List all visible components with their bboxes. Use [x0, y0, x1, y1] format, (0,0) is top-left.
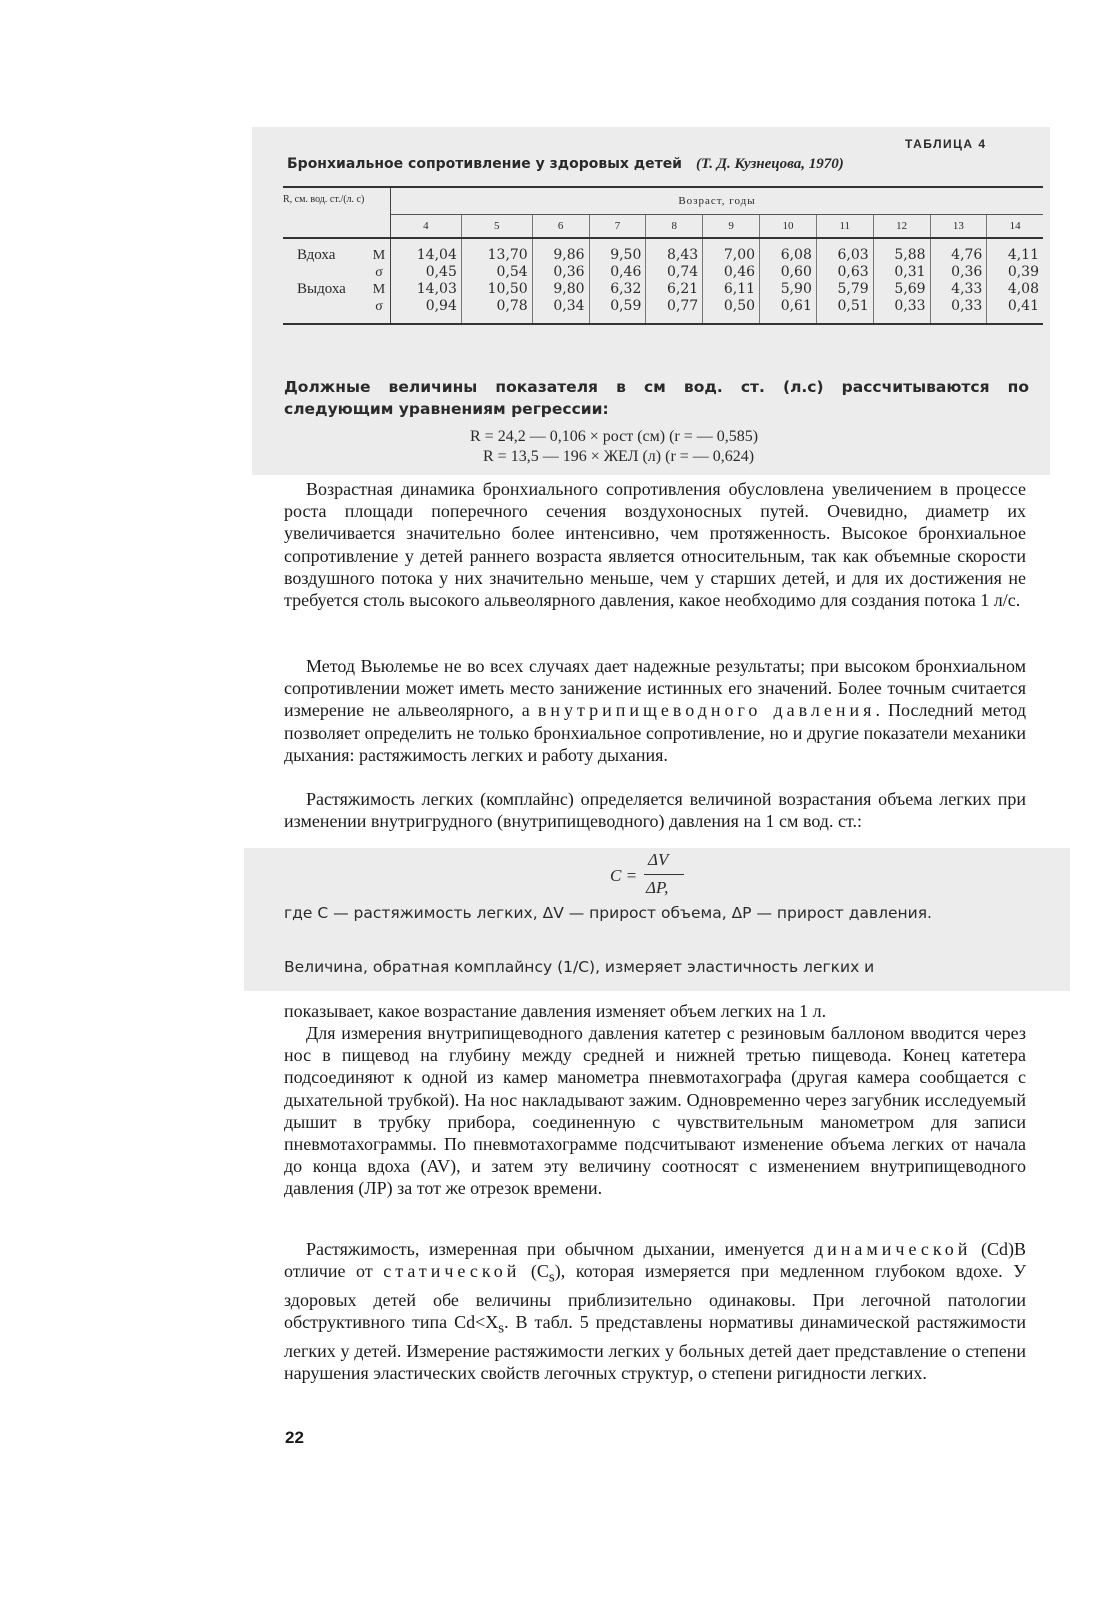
age-col-header: 8 — [646, 215, 703, 239]
table-cell: 4,08 — [987, 281, 1043, 298]
table-row — [283, 281, 1043, 298]
table-cell: 0,60 — [760, 264, 817, 281]
paragraph-inverse-cont: показывает, какое возрастание давления изменяет объем легких на 1 л. — [284, 1001, 827, 1021]
table-cell: 0,31 — [873, 264, 930, 281]
compliance-formula — [608, 850, 738, 902]
table-cell: 9,86 — [532, 238, 589, 264]
paragraph-measurement: Для измерения внутрипищеводного давления катетер с резиновым баллоном вводится через нос в пищевод на глубину между средней и нижней третью пищевода. Конец катетера подсоединяют к одной из камер манометра пневмотахографа (другая камера сообщается с дыхательной трубкой). На нос накладывают зажим. Одновременно через загубник исследуемый дышит в трубку прибора, соединенную с чувствительным манометром для записи пневмотахограммы. По пневмотахограмме подсчитывают изменение объема легких от начала до конца вдоха (AV), и затем эту величину соотносят с изменением внутрипищеводного давления (ЛР) за тот же отрезок времени. — [284, 1023, 1026, 1199]
age-col-header: 9 — [703, 215, 760, 239]
p6-e: (C — [520, 1261, 549, 1282]
table-cell: 0,94 — [391, 298, 462, 324]
page-number: 22 — [285, 1428, 304, 1447]
table-cell: 5,69 — [873, 281, 930, 298]
paragraph-dynamic-compliance — [284, 1238, 1026, 1384]
table-row — [283, 238, 1043, 264]
row-stat: σ — [368, 264, 391, 281]
table-cell: 5,79 — [816, 281, 873, 298]
age-col-header: 4 — [391, 215, 462, 239]
table-title — [287, 156, 1047, 173]
compliance-definition: где C — растяжимость легких, ΔV — прирост объема, ΔP — прирост давления. — [284, 904, 932, 922]
den-text: ΔP — [646, 878, 665, 897]
table-cell: 0,63 — [816, 264, 873, 281]
age-col-header: 13 — [930, 215, 987, 239]
table-cell: 6,11 — [703, 281, 760, 298]
row-header: R, см. вод. ст./(л. с) — [283, 187, 368, 238]
row-stat: σ — [368, 298, 391, 324]
row-stat: M — [368, 281, 391, 298]
p2-text-c: . Последний метод позволяет определить не только бронхиальное сопротивление, но и другие показатели механики дыхания: растяжимость легких и работу дыхания. — [284, 700, 1026, 765]
formula-denominator — [646, 878, 668, 898]
age-col-header: 5 — [461, 215, 532, 239]
table-row — [283, 298, 1043, 324]
p2-text-a: Метод Вьюлемье не во всех случаях дает надежные результаты; при высоком бронхиальном сопротивлении может иметь место занижение истинных его значений. Более точным считается измерение не альвеолярного, а — [284, 656, 1026, 721]
paragraph-compliance: Растяжимость легких (комплайнс) определяется величиной возрастания объема легких при изменении внутригрудного (внутрипищеводного) давления на 1 см вод. ст.: — [284, 789, 1026, 832]
p6-dynamic: динамической — [813, 1239, 972, 1259]
table-cell: 8,43 — [646, 238, 703, 264]
p6-static: статической — [383, 1261, 521, 1282]
p6-c: (Cd)В отличие от — [284, 1239, 1027, 1282]
table-label: ТАБЛИЦА 4 — [905, 137, 987, 151]
row-label: Выдоха — [297, 281, 346, 297]
p6-g: ), которая измеряется при медленном глубоком вдохе. У здоровых детей обе величины приблизительно одинаковы. При легочной патологии обструктивного типа Cd<X — [284, 1261, 1027, 1333]
table-cell: 14,04 — [391, 238, 462, 264]
table-cell: 6,08 — [760, 238, 817, 264]
table-cell: 0,61 — [760, 298, 817, 324]
table-cell: 0,59 — [589, 298, 646, 324]
table-title-text: Бронхиальное сопротивление у здоровых детей — [287, 156, 682, 172]
table-cell: 6,03 — [816, 238, 873, 264]
table-cell: 5,90 — [760, 281, 817, 298]
table-cell: 0,51 — [816, 298, 873, 324]
table-cell: 0,74 — [646, 264, 703, 281]
age-col-header: 6 — [532, 215, 589, 239]
bronchial-resistance-table — [283, 186, 1043, 325]
p6-i: . В табл. 5 представлены нормативы динамической растяжимости легких у детей. Измерение растяжимости легких у больных детей дает представление о степени нарушения эластических свойств легочных структур, о степени ригидности легких. — [284, 1312, 1026, 1384]
table-cell: 6,21 — [646, 281, 703, 298]
formula-lhs: C = — [610, 866, 638, 885]
age-col-header: 11 — [816, 215, 873, 239]
table-cell: 9,80 — [532, 281, 589, 298]
table-cell: 0,46 — [703, 264, 760, 281]
table-cell: 5,88 — [873, 238, 930, 264]
table-cell: 0,34 — [532, 298, 589, 324]
regression-lead: Должные величины показателя в см вод. ст. (л.с) рассчитываются по следующим уравнениям регрессии: — [284, 378, 1029, 418]
table-cell: 4,76 — [930, 238, 987, 264]
table-cell: 0,39 — [987, 264, 1043, 281]
table-row — [283, 264, 1043, 281]
table-cell: 0,36 — [532, 264, 589, 281]
row-label: Вдоха — [297, 247, 336, 263]
table-cell: 10,50 — [461, 281, 532, 298]
age-header: Возраст, годы — [391, 187, 1044, 215]
regression-formula-height: R = 24,2 — 0,106 × рост (см) (r = — 0,585) — [470, 428, 759, 445]
table-cell: 0,45 — [391, 264, 462, 281]
fraction-bar — [644, 874, 684, 875]
stat-header — [368, 187, 391, 238]
table-cell: 0,78 — [461, 298, 532, 324]
p6-sub-s2: s — [498, 1320, 505, 1337]
row-label — [283, 298, 368, 324]
age-col-header: 12 — [873, 215, 930, 239]
den-tail: , — [664, 878, 669, 897]
age-col-header: 7 — [589, 215, 646, 239]
table-cell: 4,33 — [930, 281, 987, 298]
table-cell: 4,11 — [987, 238, 1043, 264]
age-col-header: 10 — [760, 215, 817, 239]
p2-emphasis: внутрипищеводного давления — [537, 700, 876, 721]
table-cell: 14,03 — [391, 281, 462, 298]
table-cell: 7,00 — [703, 238, 760, 264]
table-cell: 13,70 — [461, 238, 532, 264]
table-cell: 0,33 — [930, 298, 987, 324]
table-cell: 0,36 — [930, 264, 987, 281]
table-cell: 0,50 — [703, 298, 760, 324]
row-stat: M — [368, 238, 391, 264]
p6-sub-s: s — [548, 1269, 555, 1286]
row-label — [283, 264, 368, 281]
regression-formula-vc: R = 13,5 — 196 × ЖЕЛ (л) (r = — 0,624) — [483, 448, 755, 465]
table-source: (Т. Д. Кузнецова, 1970) — [696, 156, 844, 172]
table-cell: 0,33 — [873, 298, 930, 324]
table-cell: 9,50 — [589, 238, 646, 264]
table-cell: 0,77 — [646, 298, 703, 324]
paragraph-age-dynamics: Возрастная динамика бронхиального сопротивления обусловлена увеличением в процессе роста площади поперечного сечения воздухоносных путей. Очевидно, диаметр их увеличивается значительно более интенсивно, чем протяженность. Высокое бронхиальное сопротивление у детей раннего возраста является относительным, так как объемные скорости воздушного потока у них значительно меньше, чем у старших детей, и для их достижения не требуется столь высокого альвеолярного давления, какое необходимо для создания потока 1 л/с. — [284, 479, 1026, 611]
table-cell: 0,54 — [461, 264, 532, 281]
p6-a: Растяжимость, измеренная при обычном дыхании, именуется — [306, 1239, 814, 1259]
compliance-inverse: Величина, обратная комплайнсу (1/C), измеряет эластичность легких и — [284, 958, 875, 976]
table-cell: 6,32 — [589, 281, 646, 298]
table-cell: 0,46 — [589, 264, 646, 281]
formula-numerator: ΔV — [648, 850, 669, 869]
age-col-header: 14 — [987, 215, 1043, 239]
paragraph-method — [284, 655, 1026, 766]
table-cell: 0,41 — [987, 298, 1043, 324]
